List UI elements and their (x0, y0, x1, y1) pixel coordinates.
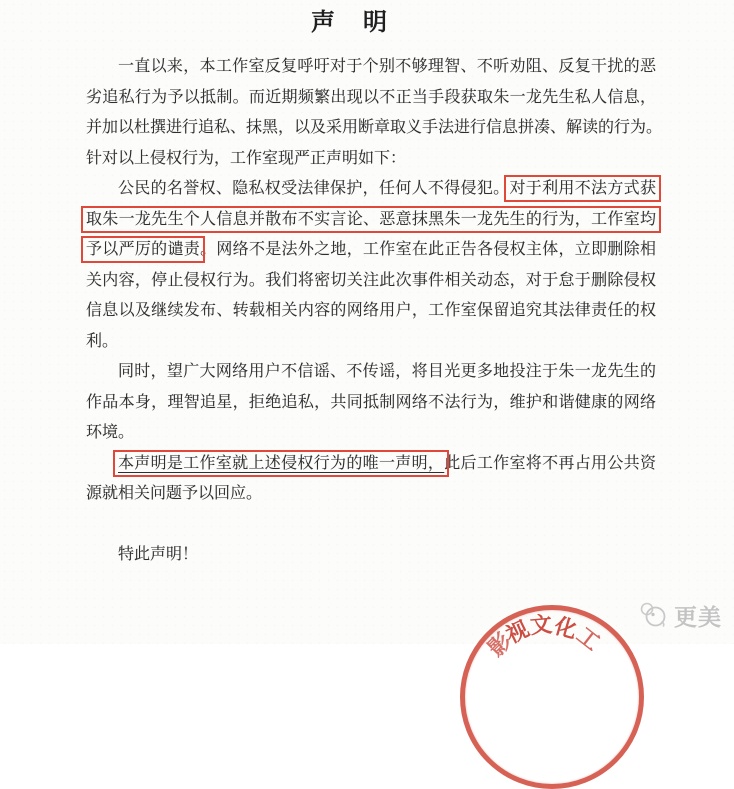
text-line (86, 52, 656, 83)
document-body (86, 52, 663, 571)
text-line (86, 510, 656, 541)
text-segment: 作品本身，理智追星，拒绝追私，共同抵制网络不法行为，维护和谐健康的网络 (86, 393, 656, 411)
text-segment: 同时，望广大网络用户不信谣、不传谣，将目光更多地投注于朱一龙先生的 (118, 363, 656, 380)
text-segment: 此后工作室将不再占用公共资 (444, 454, 656, 472)
stamp-character: 视 (502, 615, 533, 648)
text-line (86, 479, 656, 510)
text-line (86, 296, 656, 327)
watermark-label: 更美 (674, 603, 722, 630)
gengmei-logo-icon (638, 600, 668, 630)
text-line (86, 144, 656, 175)
text-line (86, 113, 663, 144)
stamp-character: 影 (483, 628, 517, 662)
text-segment: 一直以来，本工作室反复呼吁对于个别不够理智、不听劝阻、反复干扰的恶 (118, 58, 656, 75)
red-annotation-box: 对于利用不法方式获 (509, 180, 656, 197)
text-line (86, 235, 656, 266)
text-segment: 劣追私行为予以抵制。而近期频繁出现以不正当手段获取朱一龙先生私人信息， (86, 88, 656, 106)
red-annotation-box: 予以严厉的谴责 (86, 241, 201, 258)
gengmei-watermark (638, 598, 734, 632)
text-line (86, 418, 656, 449)
text-line (86, 174, 656, 205)
text-line (86, 357, 656, 388)
stamp-character: 文 (529, 611, 554, 639)
stamp-character: 化 (551, 612, 580, 644)
red-annotation-box: 取朱一龙先生个人信息并散布不实言论、恶意抹黑朱一龙先生的行为，工作室均 (86, 210, 656, 228)
text-line (86, 83, 656, 114)
text-line (86, 449, 656, 480)
text-segment: 源就相关问题予以回应。 (86, 485, 263, 502)
text-segment: 公民的名誉权、隐私权受法律保护，任何人不得侵犯。 (118, 180, 510, 197)
text-segment: 关内容，停止侵权行为。我们将密切关注此次事件相关动态，对于怠于删除侵权 (86, 271, 656, 289)
text-line (86, 205, 656, 236)
stamp-character: 工 (572, 622, 605, 656)
text-segment: 环境。 (86, 424, 135, 441)
text-line (86, 540, 656, 571)
text-line (86, 327, 656, 358)
text-segment: 针对以上侵权行为，工作室现严正声明如下： (86, 149, 407, 167)
text-line (86, 388, 656, 419)
text-segment: 特此声明！ (118, 546, 199, 563)
text-segment: 。网络不是法外之地，工作室在此正告各侵权主体，立即删除相 (200, 241, 656, 258)
document-title: 声 明 (311, 10, 389, 36)
red-annotation-box: 本声明是工作室就上述侵权行为的唯一声明， (118, 454, 445, 472)
text-line (86, 266, 656, 297)
text-segment: 并加以杜撰进行追私、抹黑，以及采用断章取义手法进行信息拼凑、解读的行为。 (86, 119, 663, 136)
text-segment: 利。 (86, 332, 119, 350)
text-segment: 信息以及继续发布、转载相关内容的网络用户，工作室保留追究其法律责任的权 (86, 302, 656, 319)
